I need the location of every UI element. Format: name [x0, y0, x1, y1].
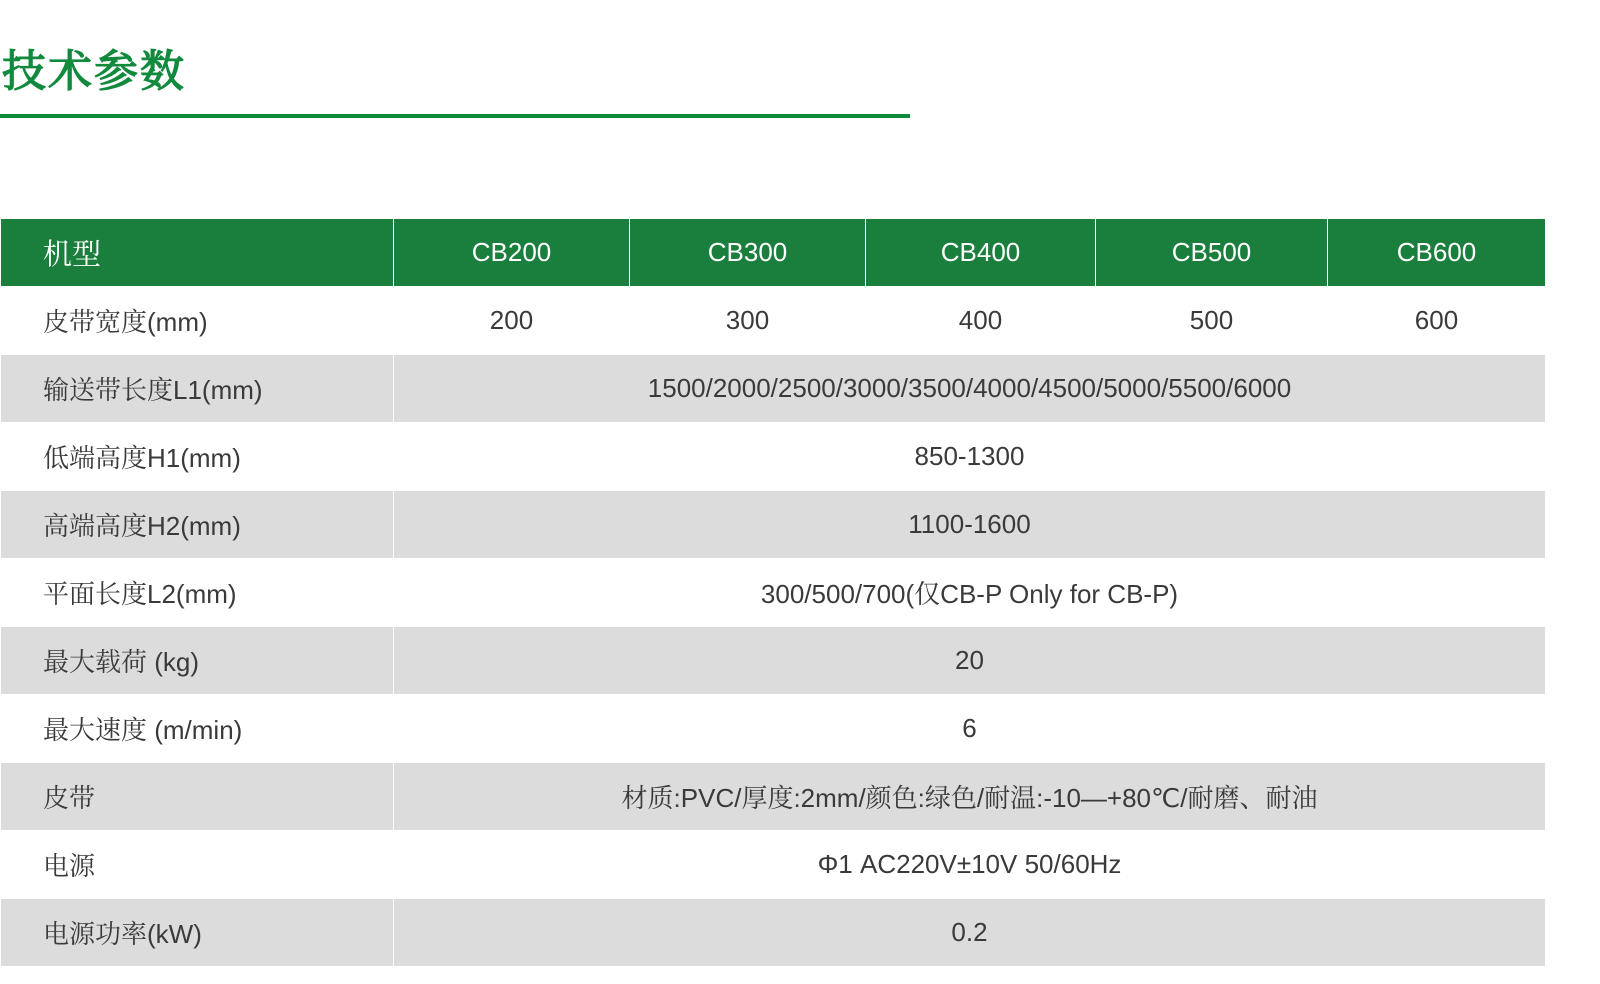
- row-cell: 600: [1328, 287, 1546, 355]
- row-cell: 500: [1096, 287, 1328, 355]
- row-cell-merged: 材质:PVC/厚度:2mm/颜色:绿色/耐温:-10—+80℃/耐磨、耐油: [394, 763, 1546, 831]
- row-label: 皮带: [1, 763, 394, 831]
- column-header-cb200: CB200: [394, 219, 630, 287]
- table-row: [1, 695, 1546, 763]
- row-cell-merged: 6: [394, 695, 1546, 763]
- row-cell-merged: 300/500/700(仅CB-P Only for CB-P): [394, 559, 1546, 627]
- column-header-cb600: CB600: [1328, 219, 1546, 287]
- row-cell-merged: 1500/2000/2500/3000/3500/4000/4500/5000/5500/6000: [394, 355, 1546, 423]
- table-row: [1, 559, 1546, 627]
- specifications-table-wrapper: [0, 218, 1545, 967]
- row-cell-merged: 0.2: [394, 899, 1546, 967]
- row-cell: 200: [394, 287, 630, 355]
- row-cell: 400: [866, 287, 1096, 355]
- row-label: 电源功率(kW): [1, 899, 394, 967]
- table-row: [1, 287, 1546, 355]
- row-cell-merged: 1100-1600: [394, 491, 1546, 559]
- row-cell-merged: 20: [394, 627, 1546, 695]
- table-row: [1, 831, 1546, 899]
- row-cell: 300: [630, 287, 866, 355]
- table-row: [1, 355, 1546, 423]
- column-header-model: 机型: [1, 219, 394, 287]
- table-header: [1, 219, 1546, 287]
- table-row: [1, 899, 1546, 967]
- row-label: 输送带长度L1(mm): [1, 355, 394, 423]
- row-label: 皮带宽度(mm): [1, 287, 394, 355]
- table-header-row: [1, 219, 1546, 287]
- row-label: 平面长度L2(mm): [1, 559, 394, 627]
- table-row: [1, 423, 1546, 491]
- column-header-cb400: CB400: [866, 219, 1096, 287]
- row-label: 高端高度H2(mm): [1, 491, 394, 559]
- table-row: [1, 763, 1546, 831]
- row-label: 最大载荷 (kg): [1, 627, 394, 695]
- column-header-cb500: CB500: [1096, 219, 1328, 287]
- specifications-table: [0, 218, 1546, 967]
- row-label: 电源: [1, 831, 394, 899]
- table-row: [1, 627, 1546, 695]
- page-title: 技术参数: [2, 47, 186, 96]
- page-title-block: [0, 44, 930, 118]
- table-row: [1, 491, 1546, 559]
- row-cell-merged: Φ1 AC220V±10V 50/60Hz: [394, 831, 1546, 899]
- table-body: [1, 287, 1546, 967]
- column-header-cb300: CB300: [630, 219, 866, 287]
- title-underline-divider: [0, 114, 910, 118]
- row-cell-merged: 850-1300: [394, 423, 1546, 491]
- row-label: 低端高度H1(mm): [1, 423, 394, 491]
- row-label: 最大速度 (m/min): [1, 695, 394, 763]
